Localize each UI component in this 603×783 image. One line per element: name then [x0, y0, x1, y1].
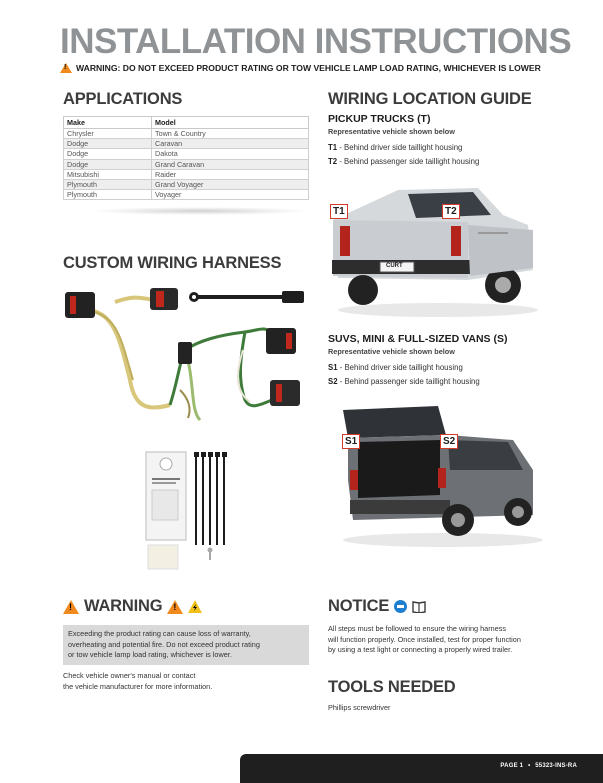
- notice-heading: NOTICE: [328, 597, 390, 615]
- cell-model: Town & Country: [152, 129, 309, 139]
- pickup-location-t1: T1 - Behind driver side taillight housing: [328, 143, 463, 152]
- footer-text: [500, 763, 577, 769]
- suv-subtitle: Representative vehicle shown below: [328, 347, 455, 356]
- footer-bar: [240, 754, 603, 783]
- column-header-make: Make: [64, 117, 152, 129]
- location-code: S1: [328, 363, 338, 372]
- cell-model: Voyager: [152, 190, 309, 200]
- cell-model: Grand Voyager: [152, 179, 309, 189]
- table-row: [64, 169, 309, 179]
- notice-text: [328, 624, 521, 656]
- suv-location-s2: S2 - Behind passenger side taillight housing: [328, 377, 480, 386]
- location-text: Behind passenger side taillight housing: [344, 377, 480, 386]
- suv-location-s1: S1 - Behind driver side taillight housing: [328, 363, 463, 372]
- cell-model: Raider: [152, 169, 309, 179]
- location-text: Behind driver side taillight housing: [344, 363, 463, 372]
- cell-make: Plymouth: [64, 179, 152, 189]
- cell-make: Mitsubishi: [64, 169, 152, 179]
- table-row: [64, 149, 309, 159]
- table-header-row: [64, 117, 309, 129]
- wiring-guide-heading: WIRING LOCATION GUIDE: [328, 90, 532, 108]
- location-code: T1: [328, 143, 338, 152]
- suv-heading: SUVS, MINI & FULL-SIZED VANS (S): [328, 333, 508, 345]
- pickup-heading: PICKUP TRUCKS (T): [328, 113, 431, 125]
- notice-heading-group: [328, 597, 426, 616]
- cell-make: Chrysler: [64, 129, 152, 139]
- tag-s2: S2: [440, 434, 458, 449]
- table-row: [64, 129, 309, 139]
- applications-heading: APPLICATIONS: [63, 90, 183, 108]
- table-row: [64, 190, 309, 200]
- tools-heading: TOOLS NEEDED: [328, 678, 456, 696]
- book-icon: [412, 600, 426, 613]
- harness-heading: CUSTOM WIRING HARNESS: [63, 254, 282, 272]
- kit-contents-photo: [140, 450, 240, 575]
- location-code: S2: [328, 377, 338, 386]
- license-plate-text: CURT: [386, 263, 403, 269]
- cell-make: Dodge: [64, 149, 152, 159]
- warning-box-line: or tow vehicle lamp load rating, whichever is lower.: [68, 650, 232, 659]
- warning-heading-group: [63, 597, 202, 616]
- harness-photo: [60, 280, 315, 440]
- warning-note-line: the vehicle manufacturer for more information.: [63, 681, 213, 691]
- electric-hazard-icon: [188, 600, 202, 614]
- tag-s1: S1: [342, 434, 360, 449]
- applications-table: [63, 116, 309, 200]
- location-code: T2: [328, 157, 338, 166]
- page-title: INSTALLATION INSTRUCTIONS: [60, 22, 572, 61]
- info-circle-icon: [394, 600, 407, 613]
- location-text: Behind passenger side taillight housing: [344, 157, 480, 166]
- notice-line: by using a test light or connecting a properly wired trailer.: [328, 645, 513, 654]
- pickup-location-t2: T2 - Behind passenger side taillight housing: [328, 157, 480, 166]
- cell-model: Dakota: [152, 149, 309, 159]
- cell-model: Grand Caravan: [152, 159, 309, 169]
- table-row: [64, 159, 309, 169]
- document-id: 55323-INS-RA: [535, 763, 577, 769]
- cell-make: Dodge: [64, 139, 152, 149]
- warning-heading: WARNING: [84, 597, 163, 615]
- table-shadow: [90, 207, 310, 215]
- warning-box: [63, 625, 309, 665]
- suv-photo: [328, 400, 543, 550]
- cell-model: Caravan: [152, 139, 309, 149]
- table-row: [64, 139, 309, 149]
- pickup-truck-photo: [328, 180, 543, 320]
- location-text: Behind driver side taillight housing: [344, 143, 463, 152]
- cell-make: Plymouth: [64, 190, 152, 200]
- top-warning: [60, 63, 541, 73]
- page-number: PAGE 1: [500, 763, 524, 769]
- warning-note-line: Check vehicle owner's manual or contact: [63, 671, 196, 680]
- warning-box-line: Exceeding the product rating can cause loss of warranty,: [68, 629, 251, 638]
- warning-icon: [60, 63, 72, 73]
- warning-box-line: overheating and potential fire. Do not exceed product rating: [68, 639, 260, 649]
- tag-t2: T2: [442, 204, 460, 219]
- notice-line: All steps must be followed to ensure the wiring harness: [328, 624, 507, 633]
- warning-icon: [167, 600, 183, 614]
- column-header-model: Model: [152, 117, 309, 129]
- warning-note: [63, 671, 212, 692]
- tag-t1: T1: [330, 204, 348, 219]
- notice-line: will function properly. Once installed, test for proper function: [328, 634, 521, 644]
- warning-icon: [63, 600, 79, 614]
- footer-separator: •: [528, 763, 531, 769]
- tools-item: Phillips screwdriver: [328, 703, 391, 712]
- top-warning-text: WARNING: DO NOT EXCEED PRODUCT RATING OR TOW VEHICLE LAMP LOAD RATING, WHICHEVER IS LOWER: [76, 63, 541, 73]
- pickup-subtitle: Representative vehicle shown below: [328, 127, 455, 136]
- cell-make: Dodge: [64, 159, 152, 169]
- table-row: [64, 179, 309, 189]
